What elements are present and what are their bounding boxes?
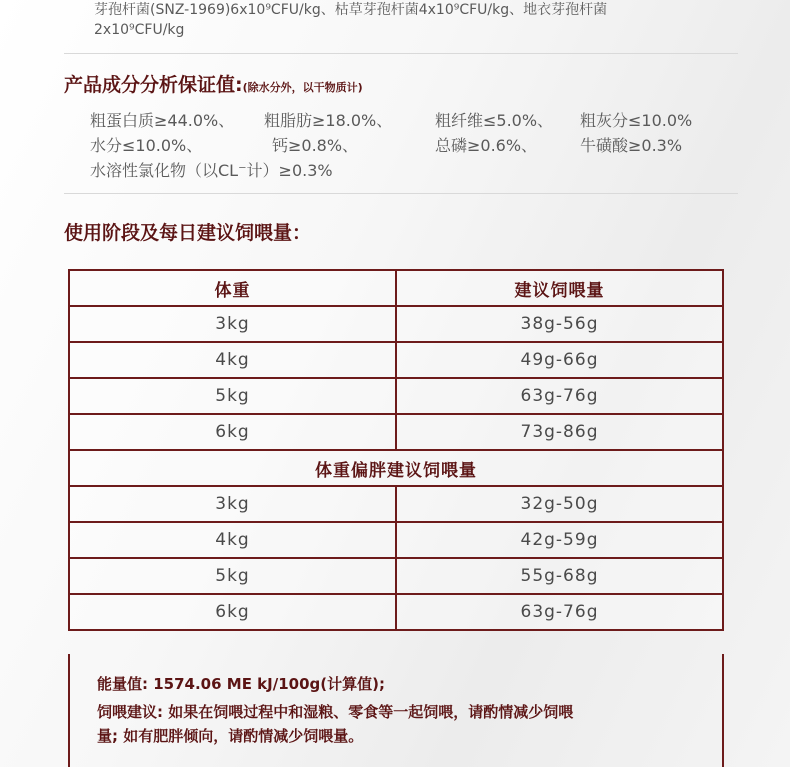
analysis-title-note: (除水分外，以干物质计) [242, 81, 363, 94]
analysis-value: 水溶性氯化物（以CL⁻计）≥0.3% [90, 161, 333, 180]
ingredients-continued [94, 0, 734, 40]
analysis-value: 总磷≥0.6%、 [435, 136, 538, 155]
analysis-value: 粗蛋白质≥44.0%、 [90, 111, 235, 130]
amount-cell: 38g-56g [396, 306, 723, 342]
feeding-advice-line-2: 量; 如有肥胖倾向，请酌情减少饲喂量。 [97, 727, 364, 745]
amount-header: 建议饲喂量 [396, 270, 723, 306]
amount-cell: 49g-66g [396, 342, 723, 378]
weight-cell: 3kg [69, 486, 396, 522]
divider [64, 193, 738, 194]
analysis-value: 水分≤10.0%、 [90, 136, 203, 155]
weight-cell: 6kg [69, 414, 396, 450]
table-row [69, 342, 723, 378]
amount-cell: 63g-76g [396, 378, 723, 414]
table-header-row [69, 270, 723, 306]
amount-cell: 63g-76g [396, 594, 723, 630]
analysis-value: 粗灰分≤10.0% [580, 111, 693, 130]
table-row [69, 378, 723, 414]
table-row [69, 414, 723, 450]
weight-cell: 4kg [69, 522, 396, 558]
table-row [69, 306, 723, 342]
amount-cell: 42g-59g [396, 522, 723, 558]
table-row [69, 558, 723, 594]
feeding-advice-line-1: 饲喂建议: 如果在饲喂过程中和湿粮、零食等一起饲喂，请酌情减少饲喂 [97, 703, 574, 721]
weight-cell: 6kg [69, 594, 396, 630]
analysis-title [64, 70, 363, 97]
energy-value: 能量值: 1574.06 ME kJ/100g(计算值); [97, 675, 385, 693]
feeding-table [68, 269, 724, 631]
analysis-value: 粗纤维≤5.0%、 [435, 111, 554, 130]
table-row [69, 522, 723, 558]
ingredients-line-2: 2x10⁹CFU/kg [94, 22, 185, 38]
notes-box [68, 654, 724, 767]
table-row [69, 594, 723, 630]
amount-cell: 32g-50g [396, 486, 723, 522]
divider [64, 53, 738, 54]
overweight-header-row [69, 450, 723, 486]
feeding-title: 使用阶段及每日建议饲喂量： [64, 222, 312, 244]
amount-cell: 55g-68g [396, 558, 723, 594]
weight-header: 体重 [69, 270, 396, 306]
weight-cell: 4kg [69, 342, 396, 378]
analysis-value: 粗脂肪≥18.0%、 [264, 111, 393, 130]
amount-cell: 73g-86g [396, 414, 723, 450]
weight-cell: 3kg [69, 306, 396, 342]
analysis-title-text: 产品成分分析保证值: [64, 74, 243, 96]
analysis-value: 钙≥0.8%、 [272, 136, 359, 155]
weight-cell: 5kg [69, 558, 396, 594]
ingredients-line-1: 芽孢杆菌(SNZ-1969)6x10⁹CFU/kg、枯草芽孢杆菌4x10⁹CFU/kg、地衣芽孢杆菌 [94, 2, 608, 18]
overweight-header: 体重偏胖建议饲喂量 [69, 450, 723, 486]
table-row [69, 486, 723, 522]
weight-cell: 5kg [69, 378, 396, 414]
analysis-value: 牛磺酸≥0.3% [580, 136, 683, 155]
